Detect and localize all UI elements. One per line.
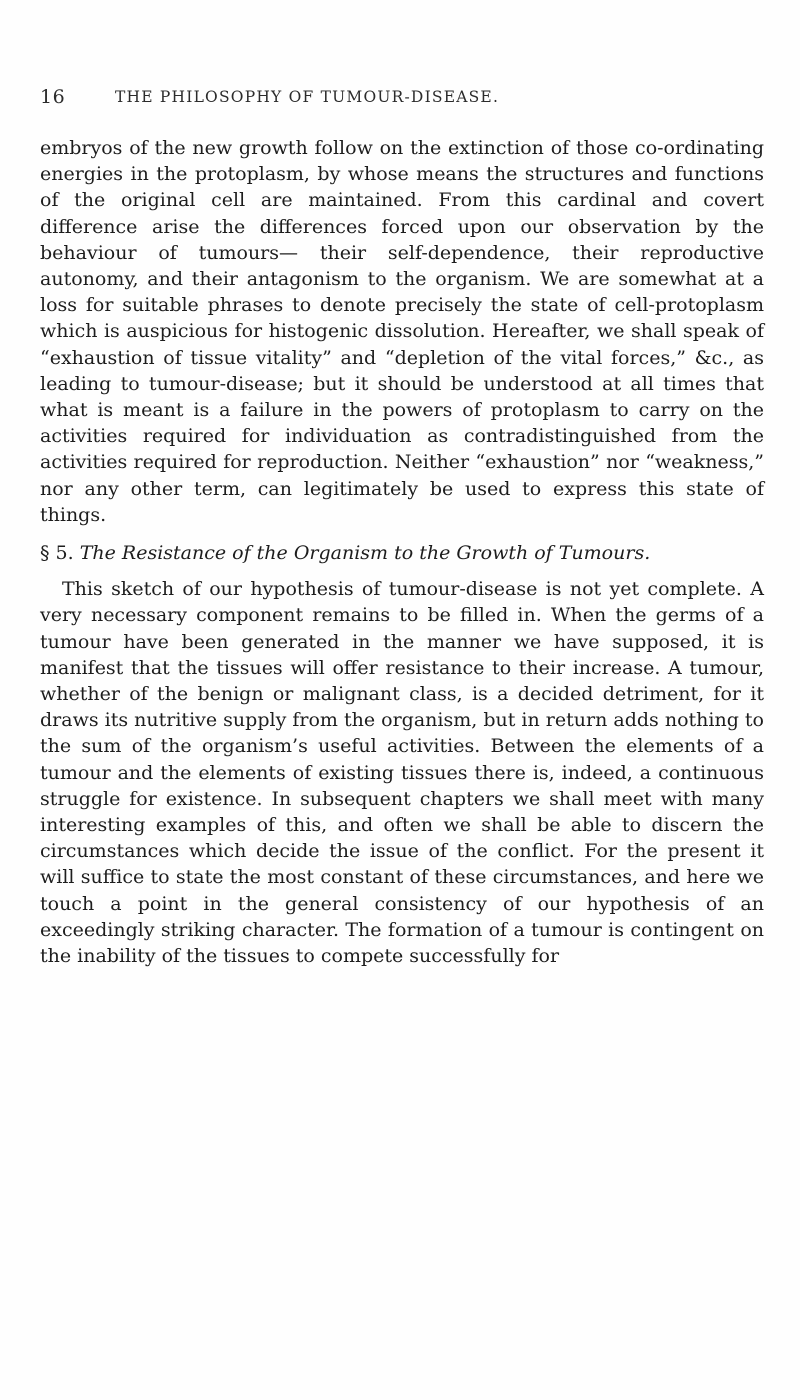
paragraph-2: This sketch of our hypothesis of tumour-disease is not yet complete. A very necessary component remains to be filled in. When the germs of a tumour have been generated in the manner we have supposed, it is manifest that the tissues will offer resistance to their increase. A tumour, whether of the benign or malignant class, is a decided detriment, for it draws its nutritive supply from the organism, but in return adds nothing to the sum of the organism’s useful activities. Between the elements of a tumour and the elements of existing tissues there is, indeed, a continuous struggle for existence. In subsequent chapters we shall meet with many interesting examples of this, and often we shall be able to discern the circumstances which decide the issue of the conflict. For the present it will suffice to state the most constant of these circumstances, and here we touch a point in the general consistency of our hypothesis of an exceedingly striking character. The formation of a tumour is contingent on the inability of the tissues to compete successfully for <box>40 578 764 968</box>
section-title: The Resistance of the Organism to the Growth of Tumours. <box>79 542 651 565</box>
running-head-title: THE PHILOSOPHY OF TUMOUR-DISEASE. <box>115 88 500 106</box>
paragraph-1: embryos of the new growth follow on the extinction of those co-ordinating energies in the protoplasm, by whose means the structures and functions of the original cell are maintained. From this cardinal and covert difference arise the differences forced upon our observation by the behaviour of tumours— their self-dependence, their reproductive autonomy, and their antagonism to the organism. We are somewhat at a loss for suitable phrases to denote precisely the state of cell-protoplasm which is auspicious for histogenic dissolution. Hereafter, we shall speak of “exhaustion of tissue vitality” and “depletion of the vital forces,” &c., as leading to tumour-disease; but it should be understood at all times that what is meant is a failure in the powers of protoplasm to carry on the activities required for individuation as contradistinguished from the activities required for reproduction. Neither “exhaustion” nor “weakness,” nor any other term, can legitimately be used to express this state of things. <box>40 137 764 526</box>
running-head <box>40 86 760 110</box>
section-heading <box>40 540 764 566</box>
section-number: § 5. <box>40 542 74 565</box>
page-number: 16 <box>40 86 66 108</box>
body-text <box>40 135 764 969</box>
